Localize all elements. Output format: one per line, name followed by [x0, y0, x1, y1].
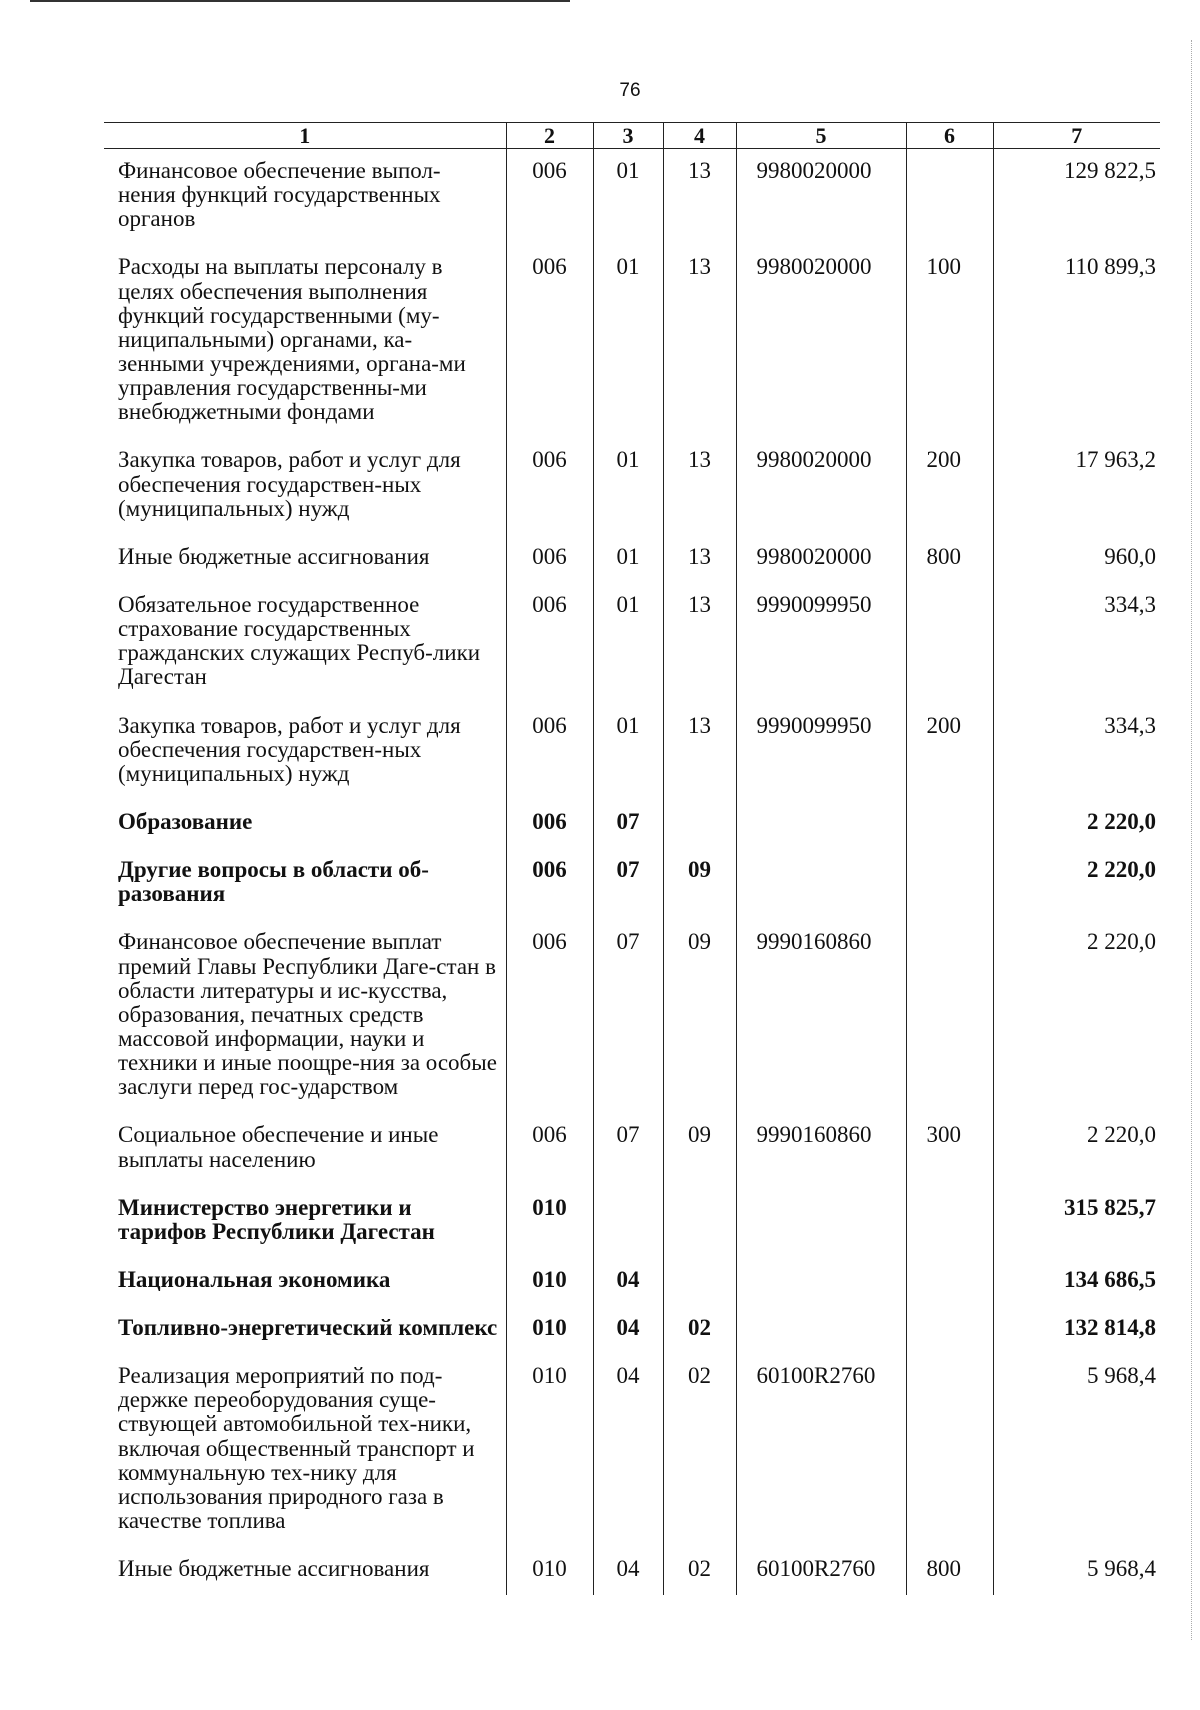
amount: 134 686,5: [993, 1258, 1160, 1306]
expense-type-code: [906, 583, 993, 704]
target-article-code: 9990160860: [736, 1113, 906, 1185]
table-row: [104, 704, 1160, 800]
page-number: 76: [619, 80, 641, 101]
header-col-7: 7: [993, 123, 1160, 149]
amount: 110 899,3: [993, 245, 1160, 438]
target-article-code: [736, 1306, 906, 1354]
table-header: [104, 123, 1160, 149]
subsection-code: 09: [663, 1113, 736, 1185]
table-row: [104, 800, 1160, 848]
ministry-code: 006: [506, 149, 593, 246]
ministry-code: 010: [506, 1186, 593, 1258]
budget-table: [104, 122, 1160, 1595]
scan-edge-line: [30, 0, 570, 2]
table-row: [104, 1258, 1160, 1306]
subsection-code: 02: [663, 1354, 736, 1547]
row-name: Образование: [118, 808, 253, 834]
target-article-code: [736, 1186, 906, 1258]
section-code: 01: [593, 583, 663, 704]
section-code: 04: [593, 1547, 663, 1595]
subsection-code: [663, 1186, 736, 1258]
amount: 2 220,0: [993, 800, 1160, 848]
row-name: Обязательное государственное страхование государственных гражданских служащих Респуб-лики Дагестан: [118, 591, 481, 690]
target-article-code: [736, 800, 906, 848]
target-article-code: 9990099950: [736, 704, 906, 800]
table-row: [104, 1186, 1160, 1258]
section-code: [593, 1186, 663, 1258]
header-col-4: 4: [663, 123, 736, 149]
ministry-code: 010: [506, 1306, 593, 1354]
row-name: Реализация мероприятий по под-держке переоборудования суще-ствующей автомобильной тех-ники, включая общественный транспорт и коммунальную тех-нику для использования природного газа в качестве топлива: [118, 1363, 475, 1534]
amount: 2 220,0: [993, 1113, 1160, 1185]
expense-type-code: 200: [906, 704, 993, 800]
ministry-code: 006: [506, 920, 593, 1113]
row-name: Расходы на выплаты персоналу в целях обеспечения выполнения функций государственными (му-ниципальными) органами, ка-зенными учреждениями, органа-ми управления государственны-ми внебюджетными фондами: [118, 254, 466, 425]
ministry-code: 006: [506, 535, 593, 583]
subsection-code: 13: [663, 535, 736, 583]
section-code: 07: [593, 920, 663, 1113]
subsection-code: 13: [663, 245, 736, 438]
table-row: [104, 920, 1160, 1113]
target-article-code: [736, 848, 906, 920]
table-row: [104, 1113, 1160, 1185]
amount: 17 963,2: [993, 438, 1160, 534]
subsection-code: 09: [663, 848, 736, 920]
amount: 2 220,0: [993, 920, 1160, 1113]
expense-type-code: [906, 1354, 993, 1547]
scan-edge-right: [1190, 40, 1192, 1640]
target-article-code: 60100R2760: [736, 1547, 906, 1595]
ministry-code: 006: [506, 583, 593, 704]
row-name: Иные бюджетные ассигнования: [118, 1556, 430, 1582]
header-col-1: 1: [104, 123, 506, 149]
subsection-code: [663, 1258, 736, 1306]
table-row: [104, 583, 1160, 704]
subsection-code: 13: [663, 149, 736, 246]
ministry-code: 006: [506, 704, 593, 800]
target-article-code: 9980020000: [736, 535, 906, 583]
table-row: [104, 535, 1160, 583]
amount: 5 968,4: [993, 1547, 1160, 1595]
section-code: 01: [593, 245, 663, 438]
row-name: Министерство энергетики и тарифов Республики Дагестан: [118, 1194, 435, 1244]
subsection-code: [663, 800, 736, 848]
table-row: [104, 1547, 1160, 1595]
ministry-code: 010: [506, 1354, 593, 1547]
section-code: 04: [593, 1306, 663, 1354]
subsection-code: 02: [663, 1306, 736, 1354]
expense-type-code: [906, 1258, 993, 1306]
amount: 334,3: [993, 583, 1160, 704]
table-row: [104, 848, 1160, 920]
subsection-code: 09: [663, 920, 736, 1113]
amount: 132 814,8: [993, 1306, 1160, 1354]
section-code: 07: [593, 848, 663, 920]
expense-type-code: [906, 1186, 993, 1258]
expense-type-code: [906, 1306, 993, 1354]
row-name: Топливно-энергетический комплекс: [118, 1315, 498, 1341]
subsection-code: 13: [663, 704, 736, 800]
expense-type-code: 100: [906, 245, 993, 438]
expense-type-code: 200: [906, 438, 993, 534]
table-row: [104, 245, 1160, 438]
expense-type-code: [906, 800, 993, 848]
amount: 315 825,7: [993, 1186, 1160, 1258]
target-article-code: 9980020000: [736, 438, 906, 534]
header-col-3: 3: [593, 123, 663, 149]
target-article-code: 9980020000: [736, 245, 906, 438]
row-name: Финансовое обеспечение выпол-нения функций государственных органов: [118, 158, 441, 232]
expense-type-code: 800: [906, 535, 993, 583]
ministry-code: 006: [506, 438, 593, 534]
table-row: [104, 149, 1160, 246]
table-row: [104, 438, 1160, 534]
ministry-code: 010: [506, 1258, 593, 1306]
target-article-code: 9990099950: [736, 583, 906, 704]
expense-type-code: [906, 149, 993, 246]
row-name: Закупка товаров, работ и услуг для обеспечения государствен-ных (муниципальных) нужд: [118, 447, 461, 521]
table-row: [104, 1306, 1160, 1354]
amount: 5 968,4: [993, 1354, 1160, 1547]
section-code: 01: [593, 704, 663, 800]
section-code: 01: [593, 149, 663, 246]
target-article-code: 60100R2760: [736, 1354, 906, 1547]
subsection-code: 13: [663, 583, 736, 704]
ministry-code: 006: [506, 245, 593, 438]
section-code: 04: [593, 1354, 663, 1547]
row-name: Социальное обеспечение и иные выплаты населению: [118, 1122, 439, 1172]
expense-type-code: 800: [906, 1547, 993, 1595]
table-row: [104, 1354, 1160, 1547]
row-name: Финансовое обеспечение выплат премий Главы Республики Даге-стан в области литературы и ис-кусства, образования, печатных средств массовой информации, науки и техники и иные поощре-ния за особые заслуги перед гос-ударством: [118, 929, 497, 1100]
section-code: 07: [593, 800, 663, 848]
amount: 2 220,0: [993, 848, 1160, 920]
subsection-code: 13: [663, 438, 736, 534]
row-name: Другие вопросы в области об-разования: [118, 857, 429, 907]
expense-type-code: 300: [906, 1113, 993, 1185]
ministry-code: 006: [506, 800, 593, 848]
ministry-code: 006: [506, 848, 593, 920]
section-code: 07: [593, 1113, 663, 1185]
row-name: Национальная экономика: [118, 1266, 391, 1292]
subsection-code: 02: [663, 1547, 736, 1595]
target-article-code: [736, 1258, 906, 1306]
expense-type-code: [906, 848, 993, 920]
row-name: Иные бюджетные ассигнования: [118, 543, 430, 569]
header-col-5: 5: [736, 123, 906, 149]
target-article-code: 9980020000: [736, 149, 906, 246]
ministry-code: 010: [506, 1547, 593, 1595]
section-code: 01: [593, 535, 663, 583]
target-article-code: 9990160860: [736, 920, 906, 1113]
expense-type-code: [906, 920, 993, 1113]
amount: 334,3: [993, 704, 1160, 800]
row-name: Закупка товаров, работ и услуг для обеспечения государствен-ных (муниципальных) нужд: [118, 712, 461, 786]
amount: 960,0: [993, 535, 1160, 583]
header-row: [104, 123, 1160, 149]
amount: 129 822,5: [993, 149, 1160, 246]
section-code: 01: [593, 438, 663, 534]
table-body: [104, 149, 1160, 1596]
section-code: 04: [593, 1258, 663, 1306]
header-col-2: 2: [506, 123, 593, 149]
header-col-6: 6: [906, 123, 993, 149]
ministry-code: 006: [506, 1113, 593, 1185]
